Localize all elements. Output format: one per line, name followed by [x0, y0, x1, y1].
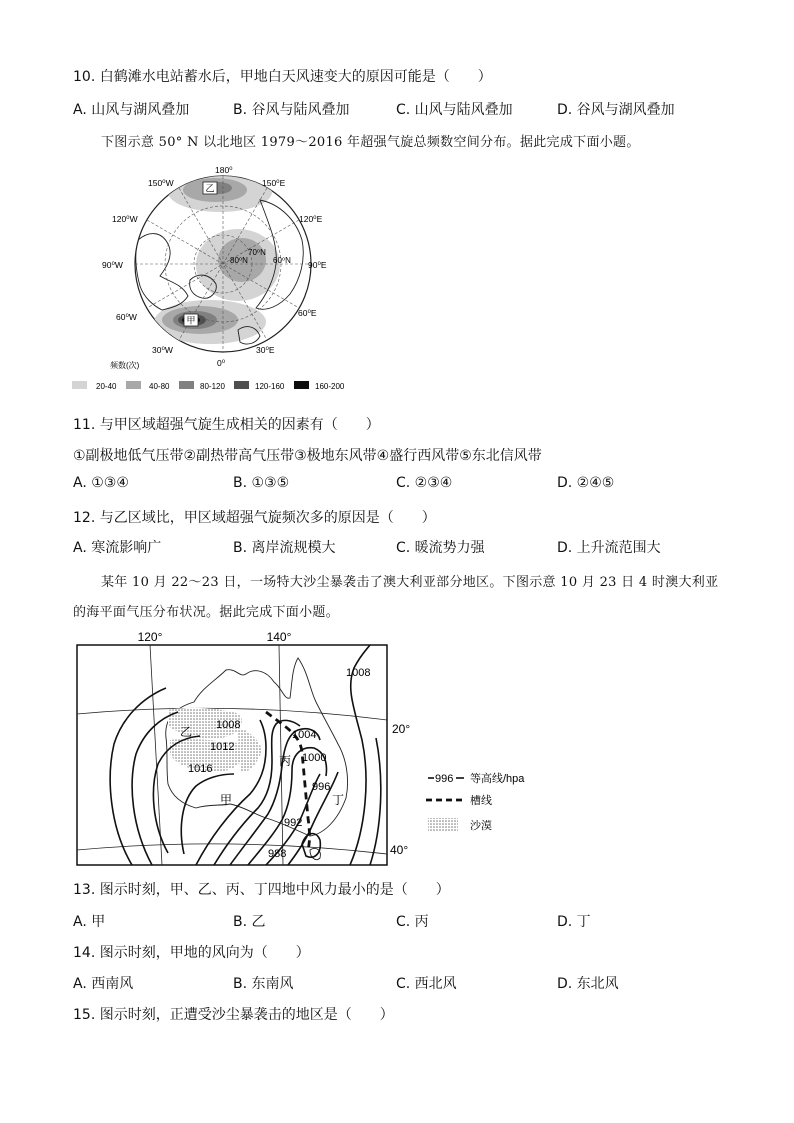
- legend-label-4: 120-160: [255, 382, 285, 391]
- q14-option-c[interactable]: C. 西北风: [396, 976, 457, 992]
- q13-option-c[interactable]: C. 丙: [396, 914, 429, 930]
- q13-option-a[interactable]: A. 甲: [73, 914, 106, 930]
- isobar-label-992: 992: [284, 817, 303, 829]
- lon-label-90e: 90⁰E: [308, 260, 327, 270]
- isobar-label-1016: 1016: [188, 763, 213, 775]
- legend-swatch-4: [234, 381, 249, 389]
- q13-option-b[interactable]: B. 乙: [233, 914, 266, 930]
- lon-label-0: 0⁰: [217, 358, 226, 368]
- lon-label-120: 120°: [137, 630, 163, 644]
- q14-options: [73, 973, 753, 993]
- q13-option-d[interactable]: D. 丁: [557, 914, 591, 930]
- pressure-map-legend: [426, 771, 525, 832]
- isobar-label-1012: 1012: [210, 741, 235, 753]
- isobar-label-1004: 1004: [292, 729, 317, 741]
- lat-label-70n: 70⁰N: [248, 248, 266, 257]
- lon-label-60e: 60⁰E: [298, 308, 317, 318]
- intro-australia-line2: 的海平面气压分布状况。据此完成下面小题。: [73, 605, 340, 620]
- q11-option-d[interactable]: D. ②④⑤: [557, 475, 615, 491]
- q13-stem: 13. 图示时刻，甲、乙、丙、丁四地中风力最小的是（ ）: [73, 882, 450, 898]
- legend-swatch-5: [294, 381, 309, 389]
- q12-option-d[interactable]: D. 上升流范围大: [557, 540, 661, 556]
- legend-label-2: 40-80: [149, 382, 170, 391]
- q11-options: [73, 475, 753, 495]
- q14-option-a[interactable]: A. 西南风: [73, 976, 134, 992]
- legend-swatch-3: [179, 381, 194, 389]
- frequency-legend: [72, 381, 345, 391]
- q10-option-c[interactable]: C. 山风与陆风叠加: [396, 102, 513, 118]
- intro-australia-line1: 某年 10 月 22～23 日，一场特大沙尘暴袭击了澳大利亚部分地区。下图示意 10 月 23 日 4 时澳大利亚: [101, 575, 719, 590]
- lon-label-90w: 90⁰W: [102, 260, 123, 270]
- lat-label-20: 20°: [392, 722, 411, 736]
- legend-trough-label: 槽线: [470, 795, 492, 807]
- q10-options: [73, 99, 753, 119]
- legend-label-1: 20-40: [96, 382, 117, 391]
- legend-title: 频数(次): [110, 361, 140, 370]
- place-label-jia: 甲: [220, 793, 233, 807]
- isobar-label-1008-east: 1008: [346, 667, 371, 679]
- lon-label-140: 140°: [266, 630, 292, 644]
- intro-polar: 下图示意 50° N 以北地区 1979～2016 年超强气旋总频数空间分布。据此完成下面小题。: [101, 135, 640, 150]
- q12-option-c[interactable]: C. 暖流势力强: [396, 540, 485, 556]
- lon-label-180: 180⁰: [215, 165, 233, 175]
- q10-option-d[interactable]: D. 谷风与湖风叠加: [557, 102, 675, 118]
- place-label-ding: 丁: [332, 793, 345, 807]
- q11-statements: ①副极地低气压带②副热带高气压带③极地东风带④盛行西风带⑤东北信风带: [73, 448, 542, 464]
- legend-label-5: 160-200: [315, 382, 345, 391]
- q11-option-c[interactable]: C. ②③④: [396, 475, 453, 491]
- region-label-jia: 甲: [186, 315, 196, 326]
- q11-option-a[interactable]: A. ①③④: [73, 475, 129, 491]
- legend-isobar-label: 等高线/hpa: [470, 773, 525, 785]
- q14-option-d[interactable]: D. 东北风: [557, 976, 619, 992]
- legend-desert-label: 沙漠: [470, 820, 492, 832]
- q14-stem: 14. 图示时刻，甲地的风向为（ ）: [73, 945, 310, 961]
- australia-pressure-map: [70, 628, 525, 868]
- isobar-label-988: 988: [268, 848, 287, 860]
- legend-swatch-1: [72, 381, 87, 389]
- q11-stem: 11. 与甲区域超强气旋生成相关的因素有（ ）: [73, 417, 380, 433]
- place-label-yi: 乙: [180, 725, 193, 739]
- q14-option-b[interactable]: B. 东南风: [233, 976, 294, 992]
- legend-label-3: 80-120: [200, 382, 225, 391]
- lon-label-30w: 30⁰W: [152, 345, 173, 355]
- legend-isobar-value: 996: [435, 773, 454, 785]
- q10-stem: 10. 白鹤滩水电站蓄水后，甲地白天风速变大的原因可能是（ ）: [73, 69, 492, 85]
- legend-swatch-2: [126, 381, 141, 389]
- place-label-bing: 丙: [279, 754, 292, 768]
- lon-label-60w: 60⁰W: [116, 312, 137, 322]
- isobar-label-1000: 1000: [302, 752, 327, 764]
- q12-options: [73, 537, 753, 557]
- lon-label-120e: 120⁰E: [299, 214, 323, 224]
- q10-option-a[interactable]: A. 山风与湖风叠加: [73, 102, 190, 118]
- lon-label-30e: 30⁰E: [256, 345, 275, 355]
- isobar-label-996: 996: [312, 781, 331, 793]
- q15-stem: 15. 图示时刻，正遭受沙尘暴袭击的地区是（ ）: [73, 1007, 394, 1023]
- lat-label-40: 40°: [390, 843, 409, 857]
- q12-option-a[interactable]: A. 寒流影响广: [73, 540, 162, 556]
- q13-options: [73, 911, 753, 931]
- lat-label-80n: 80⁰N: [230, 256, 248, 265]
- lon-label-150w: 150⁰W: [148, 178, 174, 188]
- q11-option-b[interactable]: B. ①③⑤: [233, 475, 290, 491]
- lat-label-60n: 60⁰N: [273, 256, 291, 265]
- isobar-label-1008-west: 1008: [216, 719, 241, 731]
- q12-stem: 12. 与乙区域比，甲区域超强气旋频次多的原因是（ ）: [73, 510, 436, 526]
- q12-option-b[interactable]: B. 离岸流规模大: [233, 540, 336, 556]
- region-label-yi: 乙: [205, 183, 215, 194]
- q10-option-b[interactable]: B. 谷风与陆风叠加: [233, 102, 350, 118]
- polar-cyclone-map: [70, 160, 360, 400]
- lon-label-150e: 150⁰E: [262, 178, 286, 188]
- lon-label-120w: 120⁰W: [112, 214, 138, 224]
